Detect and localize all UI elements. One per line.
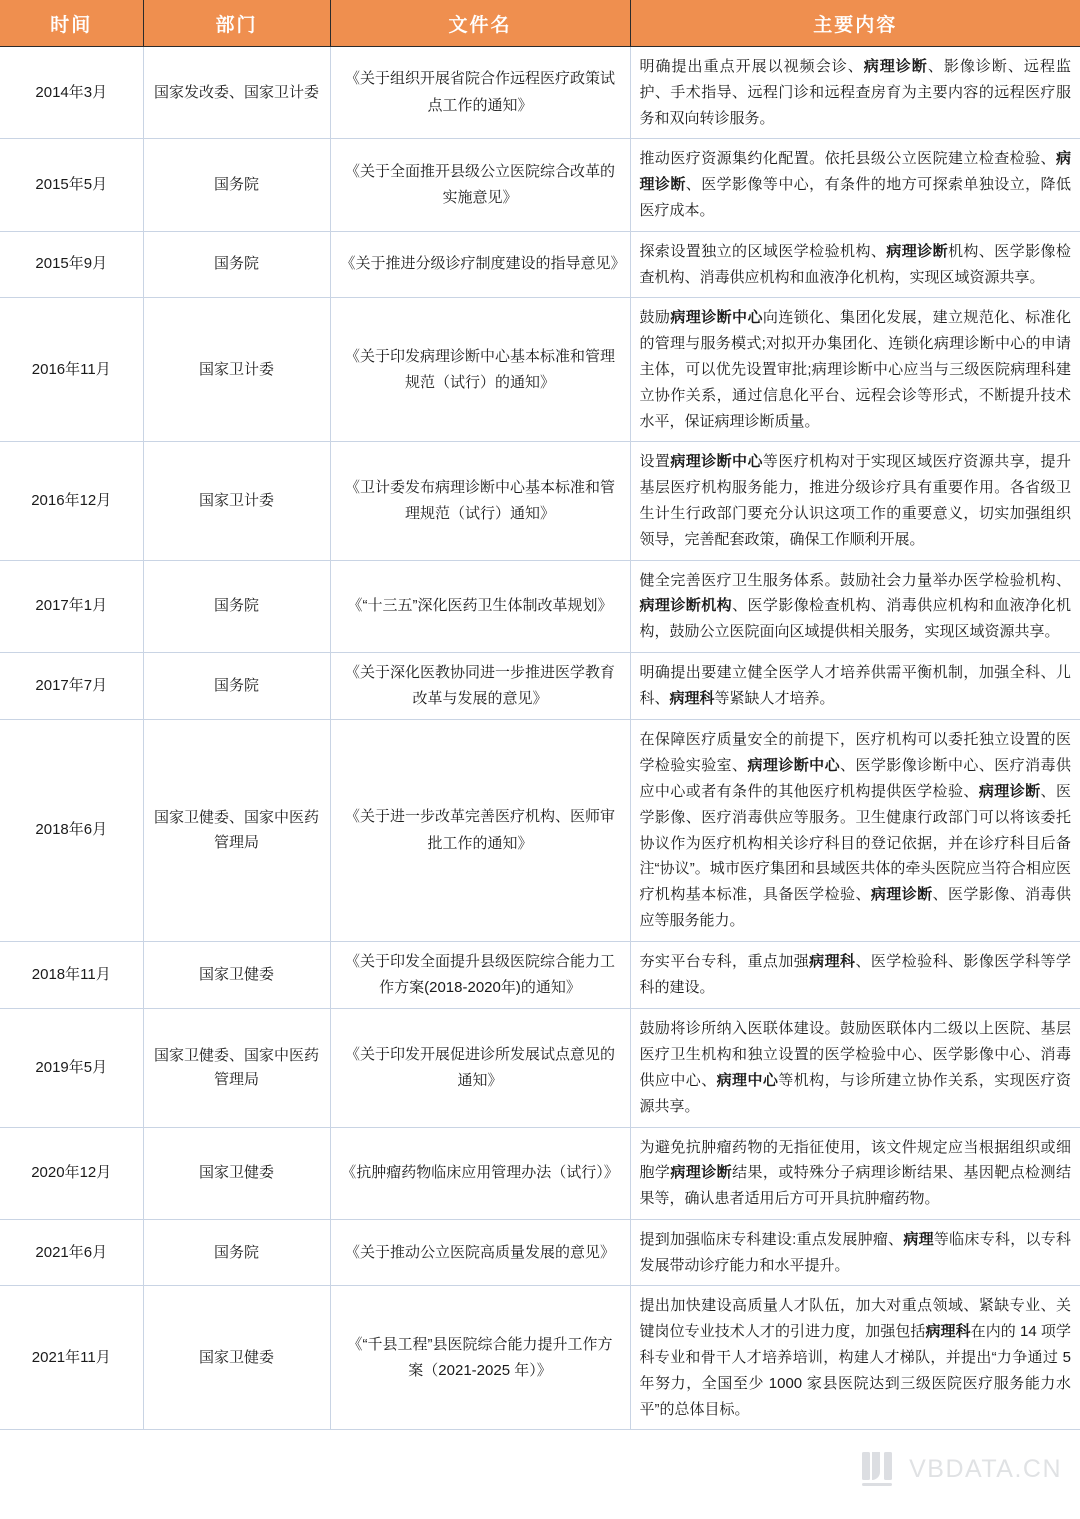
cell-main-content [630,442,1080,560]
cell-department: 国务院 [143,1219,330,1286]
cell-main-content [630,1127,1080,1219]
content-text: 夯实平台专科，重点加强 [639,953,810,971]
content-emphasis: 病理诊断 [639,150,1071,194]
vbdata-logo-icon [860,1449,900,1489]
content-emphasis: 病理科 [925,1323,971,1341]
table-row [0,652,1080,720]
cell-main-content [630,47,1080,139]
cell-time: 2016年12月 [0,442,143,560]
cell-file-name: 《关于进一步改革完善医疗机构、医师审批工作的通知》 [330,720,630,941]
cell-file-name: 《关于推进分级诊疗制度建设的指导意见》 [330,231,630,298]
cell-file-name: 《“十三五”深化医药卫生体制改革规划》 [330,560,630,652]
cell-time: 2017年1月 [0,560,143,652]
cell-time: 2014年3月 [0,47,143,139]
table-row [0,1127,1080,1219]
cell-department: 国务院 [143,139,330,231]
content-text: 、医学影像、消毒供应等服务能力。 [639,886,1071,930]
content-text: 等紧缺人才培养。 [714,690,835,708]
content-text: 结果，或特殊分子病理诊断结果、基因靶点检测结果等，确认患者适用后方可开具抗肿瘤药物。 [639,1164,1071,1208]
content-text: 等医疗机构对于实现区域医疗资源共享，提升基层医疗机构服务能力，推进分级诊疗具有重要作用。各省级卫生计生行政部门要充分认识这项工作的重要意义，切实加强组织领导，完善配套政策，确保工作顺利开展。 [639,453,1071,548]
cell-department: 国家卫计委 [143,442,330,560]
column-header-dept: 部门 [143,1,330,47]
content-emphasis: 病理诊断中心 [670,453,763,471]
content-text: 在内的 14 项学科专业和骨干人才培养培训，构建人才梯队，并提出“力争通过 5 年努力，全国至少 1000 家县医院达到三级医院医疗服务能力水平”的总体目标。 [639,1323,1071,1418]
content-text: 明确提出要建立健全医学人才培养供需平衡机制，加强全科、儿科、 [639,664,1071,708]
cell-file-name: 《关于全面推开县级公立医院综合改革的实施意见》 [330,139,630,231]
content-emphasis: 病理诊断 [670,1164,733,1182]
cell-department: 国务院 [143,560,330,652]
cell-department: 国家卫健委 [143,941,330,1009]
content-text: 推动医疗资源集约化配置。依托县级公立医院建立检查检验、 [639,150,1056,168]
table-row [0,47,1080,139]
cell-file-name: 《关于印发全面提升县级医院综合能力工作方案(2018-2020年)的通知》 [330,941,630,1009]
cell-department: 国家卫健委、国家中医药管理局 [143,1009,330,1127]
content-emphasis: 病理诊断 [863,58,928,75]
cell-main-content [630,941,1080,1009]
table-row [0,560,1080,652]
cell-file-name: 《关于组织开展省院合作远程医疗政策试点工作的通知》 [330,47,630,139]
cell-department: 国务院 [143,652,330,720]
column-header-content: 主要内容 [630,1,1080,47]
cell-file-name: 《关于推动公立医院高质量发展的意见》 [330,1219,630,1286]
cell-main-content [630,298,1080,442]
table-row [0,1219,1080,1286]
cell-main-content [630,139,1080,231]
content-text: 、医学影像等中心，有条件的地方可探索单独设立，降低医疗成本。 [639,176,1071,219]
content-emphasis: 病理中心 [716,1071,779,1089]
cell-time: 2016年11月 [0,298,143,442]
content-text: 等机构，与诊所建立协作关系，实现医疗资源共享。 [639,1071,1071,1115]
cell-main-content [630,652,1080,720]
cell-main-content [630,560,1080,652]
cell-department: 国家发改委、国家卫计委 [143,47,330,139]
cell-file-name: 《“千县工程”县医院综合能力提升工作方案（2021-2025 年）》 [330,1286,630,1430]
table-header [0,1,1080,47]
content-emphasis: 病理诊断 [978,783,1041,801]
content-text: 在保障医疗质量安全的前提下，医疗机构可以委托独立设置的医学检验实验室、 [639,731,1071,775]
cell-department: 国家卫计委 [143,298,330,442]
table-row [0,298,1080,442]
content-emphasis: 病理诊断机构 [639,597,733,615]
content-text: 、医学影像诊断中心、医疗消毒供应中心或者有条件的其他医疗机构提供医学检验、 [639,757,1071,801]
cell-file-name: 《关于印发病理诊断中心基本标准和管理规范（试行）的通知》 [330,298,630,442]
content-text: 为避免抗肿瘤药物的无指征使用，该文件规定应当根据组织或细胞学 [639,1138,1071,1182]
cell-main-content [630,1009,1080,1127]
content-text: 健全完善医疗卫生服务体系。鼓励社会力量举办医学检验机构、 [639,571,1071,589]
cell-time: 2021年11月 [0,1286,143,1430]
table-row [0,231,1080,298]
cell-main-content [630,231,1080,298]
column-header-time: 时间 [0,1,143,47]
watermark-text: VBDATA.CN [909,1454,1062,1483]
cell-department: 国务院 [143,231,330,298]
cell-main-content [630,1219,1080,1286]
watermark [860,1449,1062,1489]
content-text: 、医学影像检查机构、消毒供应机构和血液净化机构，鼓励公立医院面向区域提供相关服务，实现区域资源共享。 [639,597,1071,641]
cell-time: 2018年6月 [0,720,143,941]
table-row [0,139,1080,231]
cell-time: 2018年11月 [0,941,143,1009]
cell-file-name: 《关于印发开展促进诊所发展试点意见的通知》 [330,1009,630,1127]
content-emphasis: 病理科 [809,953,856,971]
cell-time: 2015年5月 [0,139,143,231]
table-body [0,47,1080,1430]
content-text: 设置 [639,453,671,471]
table-row [0,1009,1080,1127]
content-emphasis: 病理诊断 [886,242,948,260]
content-emphasis: 病理科 [669,690,715,708]
content-text: 明确提出重点开展以视频会诊、 [639,58,864,75]
cell-main-content [630,720,1080,941]
content-text: 、医学影像、医疗消毒供应等服务。卫生健康行政部门可以将该委托协议作为医疗机构相关诊疗科目的登记依据，并在诊疗科目后备注“协议”。城市医疗集团和县域医共体的牵头医院应当符合相应医疗机构基本标准，具备医学检验、 [639,783,1071,904]
content-text: 、医学检验科、影像医学科等学科的建设。 [639,953,1071,997]
column-header-file: 文件名 [330,1,630,47]
table-header-row [0,1,1080,47]
content-emphasis: 病理 [903,1230,934,1248]
table-row [0,1286,1080,1430]
cell-time: 2017年7月 [0,652,143,720]
cell-time: 2019年5月 [0,1009,143,1127]
cell-time: 2021年6月 [0,1219,143,1286]
cell-time: 2015年9月 [0,231,143,298]
table-row [0,442,1080,560]
content-text: 机构、医学影像检查机构、消毒供应机构和血液净化机构，实现区域资源共享。 [639,242,1071,286]
content-text: 等临床专科，以专科发展带动诊疗能力和水平提升。 [639,1230,1071,1274]
cell-department: 国家卫健委 [143,1286,330,1430]
cell-department: 国家卫健委、国家中医药管理局 [143,720,330,941]
table-row [0,720,1080,941]
content-text: 鼓励 [639,309,671,327]
content-emphasis: 病理诊断中心 [747,757,841,775]
cell-department: 国家卫健委 [143,1127,330,1219]
content-text: 、影像诊断、远程监护、手术指导、远程门诊和远程查房育为主要内容的远程医疗服务和双向转诊服务。 [639,58,1071,127]
content-emphasis: 病理诊断中心 [670,309,763,327]
content-text: 向连锁化、集团化发展，建立规范化、标准化的管理与服务模式;对拟开办集团化、连锁化病理诊断中心的申请主体，可以优先设置审批;病理诊断中心应当与三级医院病理科建立协作关系，通过信息化平台、远程会诊等形式，不断提升技术水平，保证病理诊断质量。 [639,309,1071,430]
cell-main-content [630,1286,1080,1430]
table-row [0,941,1080,1009]
cell-time: 2020年12月 [0,1127,143,1219]
content-text: 鼓励将诊所纳入医联体建设。鼓励医联体内二级以上医院、基层医疗卫生机构和独立设置的医学检验中心、医学影像中心、消毒供应中心、 [639,1020,1071,1089]
cell-file-name: 《关于深化医教协同进一步推进医学教育改革与发展的意见》 [330,652,630,720]
content-text: 探索设置独立的区域医学检验机构、 [639,242,887,260]
cell-file-name: 《卫计委发布病理诊断中心基本标准和管理规范（试行）通知》 [330,442,630,560]
content-text: 提出加快建设高质量人才队伍，加大对重点领域、紧缺专业、关键岗位专业技术人才的引进力度，加强包括 [639,1297,1071,1341]
cell-file-name: 《抗肿瘤药物临床应用管理办法（试行）》 [330,1127,630,1219]
content-text: 提到加强临床专科建设:重点发展肿瘤、 [639,1230,904,1248]
content-emphasis: 病理诊断 [870,886,933,904]
